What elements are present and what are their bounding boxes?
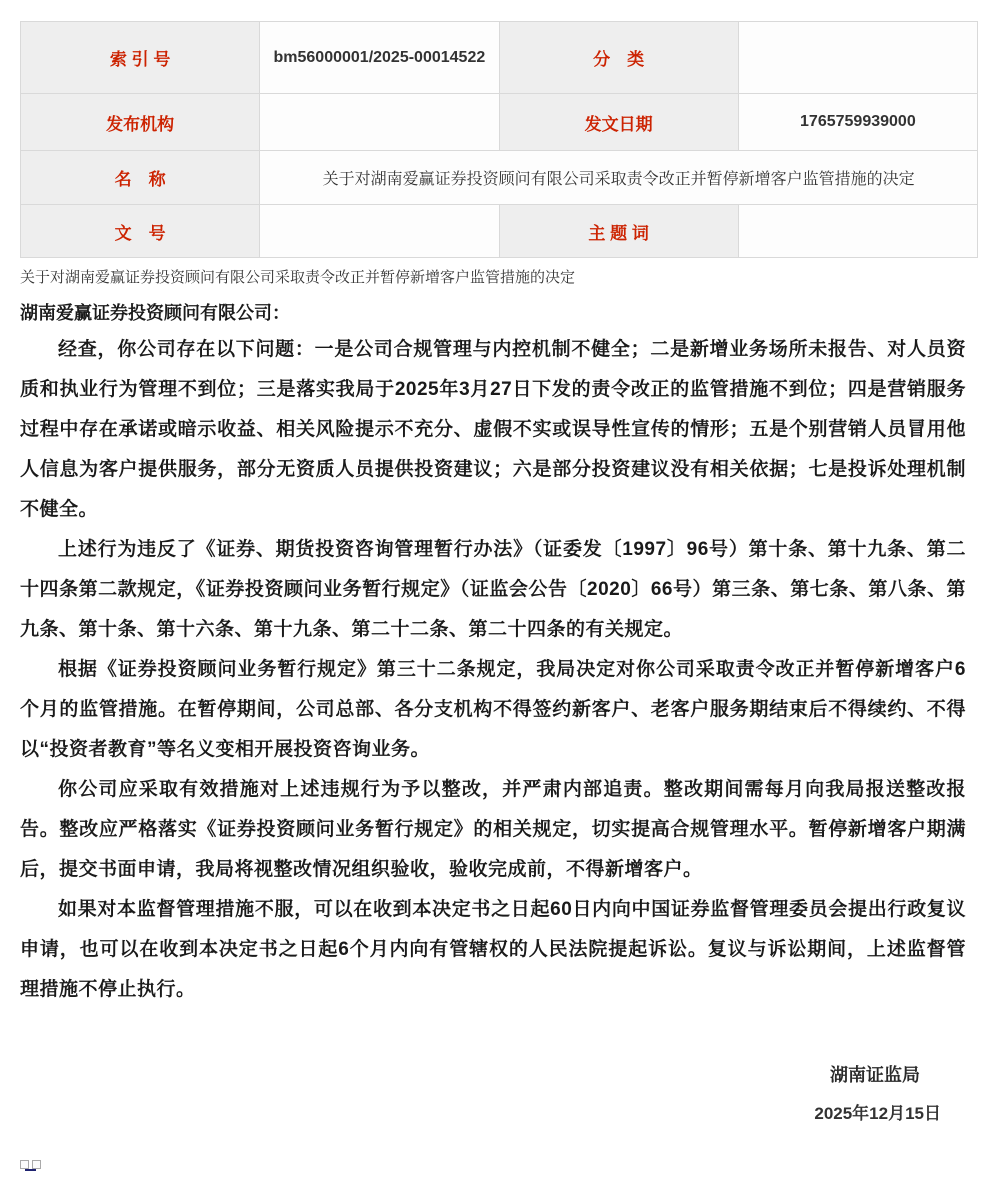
paragraph-findings: 经查，你公司存在以下问题：一是公司合规管理与内控机制不健全；二是新增业务场所未报告、对人员资质和执业行为管理不到位；三是落实我局于2025年3月27日下发的责令改正的监管措施不到位；四是营销服务过程中存在承诺或暗示收益、相关风险提示不充分、虚假不实或误导性宣传的情形；五是个别营销人员冒用他人信息为客户提供服务，部分无资质人员提供投资建议；六是部分投资建议没有相关依据；七是投诉处理机制不健全。	[20, 339, 966, 520]
doc-number-label: 文 号	[21, 205, 260, 258]
signature-date: 2025年12月15日	[814, 1104, 941, 1123]
broken-image-icon	[32, 1160, 41, 1169]
publish-date-value: 1765759939000	[738, 94, 977, 151]
paragraph-rectification: 你公司应采取有效措施对上述违规行为予以整改，并严肃内部追责。整改期间需每月向我局报送整改报告。整改应严格落实《证券投资顾问业务暂行规定》的相关规定，切实提高合规管理水平。暂停新增客户期满后，提交书面申请，我局将视整改情况组织验收，验收完成前，不得新增客户。	[20, 779, 966, 880]
meta-row-agency	[21, 94, 978, 151]
keywords-label: 主 题 词	[499, 205, 738, 258]
signature-agency: 湖南证监局	[830, 1065, 920, 1085]
document-body	[20, 266, 966, 1126]
paragraph-violations: 上述行为违反了《证券、期货投资咨询管理暂行办法》（证委发〔1997〕96号）第十条、第十九条、第二十四条第二款规定，《证券投资顾问业务暂行规定》（证监会公告〔2020〕66号）第三条、第七条、第八条、第九条、第十条、第十六条、第十九条、第二十二条、第二十四条的有关规定。	[20, 539, 966, 640]
meta-row-docnum	[21, 205, 978, 258]
publish-date-label: 发文日期	[499, 94, 738, 151]
document-salutation: 湖南爱赢证券投资顾问有限公司：	[20, 303, 290, 323]
index-number-value: bm56000001/2025-00014522	[260, 22, 499, 94]
keywords-value-empty	[738, 205, 977, 258]
category-value-empty	[738, 22, 977, 94]
title-value: 关于对湖南爱赢证券投资顾问有限公司采取责令改正并暂停新增客户监管措施的决定	[260, 151, 978, 205]
issuing-agency-label: 发布机构	[21, 94, 260, 151]
meta-row-title	[21, 151, 978, 205]
issuing-agency-value-empty	[260, 94, 499, 151]
document-heading-line: 关于对湖南爱赢证券投资顾问有限公司采取责令改正并暂停新增客户监管措施的决定	[20, 269, 576, 286]
doc-number-value-empty	[260, 205, 499, 258]
paragraph-decision: 根据《证券投资顾问业务暂行规定》第三十二条规定，我局决定对你公司采取责令改正并暂停新增客户6个月的监管措施。在暂停期间，公司总部、各分支机构不得签约新客户、老客户服务期结束后不得续约、不得以“投资者教育”等名义变相开展投资咨询业务。	[20, 659, 966, 760]
category-label: 分 类	[499, 22, 738, 94]
attachment-link[interactable]	[20, 1160, 60, 1174]
broken-image-icon	[20, 1160, 29, 1169]
paragraph-appeal-rights: 如果对本监督管理措施不服，可以在收到本决定书之日起60日内向中国证券监督管理委员会提出行政复议申请，也可以在收到本决定书之日起6个月内向有管辖权的人民法院提起诉讼。复议与诉讼期间，上述监督管理措施不停止执行。	[20, 899, 966, 1000]
document-meta-table	[20, 21, 978, 258]
index-number-label: 索 引 号	[21, 22, 260, 94]
meta-row-index	[21, 22, 978, 94]
link-underscore	[25, 1169, 36, 1171]
title-label: 名 称	[21, 151, 260, 205]
